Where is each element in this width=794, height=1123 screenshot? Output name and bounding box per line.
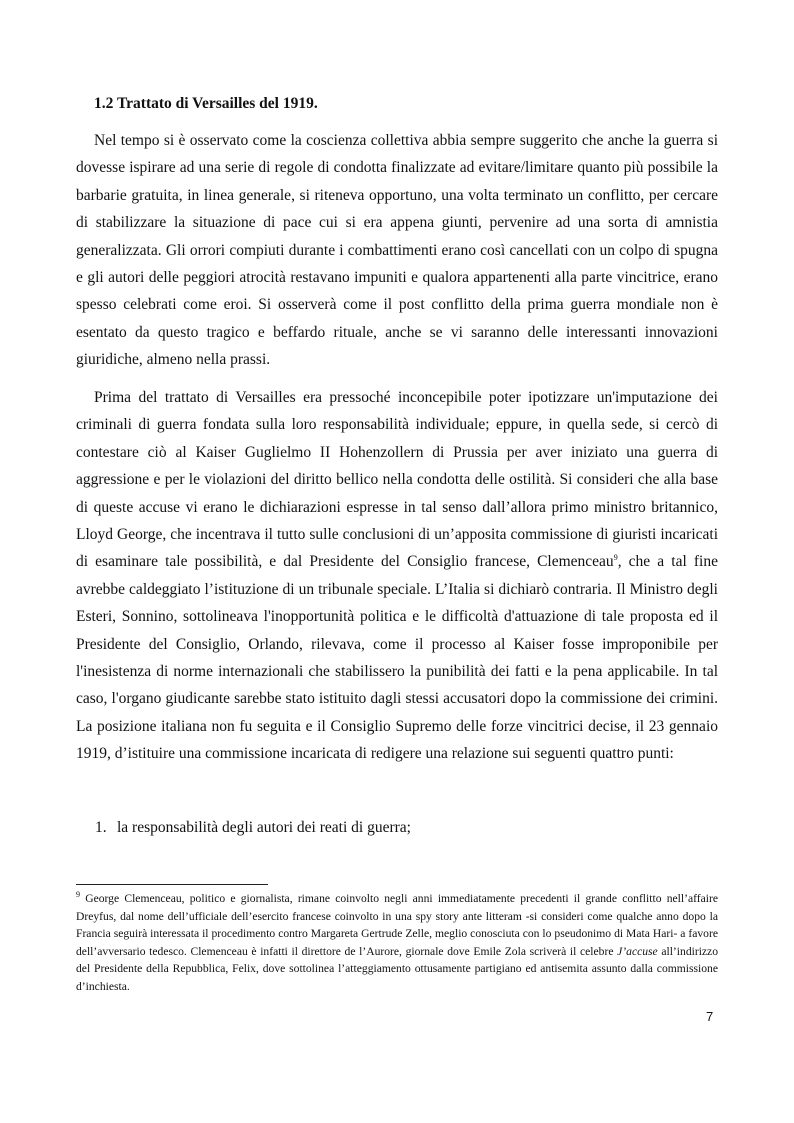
list-item-text: la responsabilità degli autori dei reati di guerra;	[117, 819, 411, 836]
footnote-italic-title: J’accuse	[617, 944, 658, 958]
paragraph-versailles	[76, 384, 718, 768]
footnote-number: 9	[76, 890, 80, 900]
footnote-divider	[76, 884, 268, 885]
footnote-text-2: all’indirizzo del Presidente della Repubblica, Felix, dove sottolinea l’atteggiamento ottusamente partigiano ed antisemita assunto dalla commissione d’inchiesta.	[76, 944, 719, 993]
page-number: 7	[706, 1009, 714, 1024]
list-item	[95, 814, 411, 841]
paragraph-versailles-text-1: Prima del trattato di Versailles era pressoché inconcepibile poter ipotizzare un'imputazione dei criminali di guerra fondata sulla loro responsabilità individuale; eppure, in quella sede, si cercò di contestare ciò al Kaiser Guglielmo II Hohenzollern di Prussia per aver iniziato una guerra di aggressione e per le violazioni del diritto bellico nella condotta delle ostilità. Si consideri che alla base di queste accuse vi erano le dichiarazioni espresse in tal senso dall’allora primo ministro britannico, Lloyd George, che incentrava il tutto sulle conclusioni di un’apposita commissione di giuristi incaricati di esaminare tale possibilità, e dal Presidente del Consiglio francese, Clemenceau	[76, 389, 718, 571]
paragraph-versailles-text-2: , che a tal fine avrebbe caldeggiato l’istituzione di un tribunale speciale. L’Italia si dichiarò contraria. Il Ministro degli Esteri, Sonnino, sottolineava l'inopportunità politica e le difficoltà d'attuazione di tale proposta ed il Presidente del Consiglio, Orlando, rilevava, come il processo al Kaiser fosse improponibile per l'inesistenza di norme internazionali che stabilissero la punibilità dei fatti e la pena applicabile. In tal caso, l'organo giudicante sarebbe stato istituito dagli stessi accusatori dopo la commissione dei crimini. La posizione italiana non fu seguita e il Consiglio Supremo delle forze vincitrici decise, il 23 gennaio 1919, d’istituire una commissione incaricata di redigere una relazione sui seguenti quattro punti:	[76, 553, 718, 763]
section-heading: 1.2 Trattato di Versailles del 1919.	[94, 95, 318, 112]
footnote-reference: 9	[613, 553, 618, 563]
footnote	[76, 890, 718, 996]
footnote-text-1: George Clemenceau, politico e giornalista, rimane coinvolto negli anni immediatamente precedenti il grande conflitto nell’affaire Dreyfus, dal nome dell’ufficiale dell’esercito francese coinvolto in una spy story ante litteram -si consideri come qualche anno dopo la Francia seguirà interessata il procedimento contro Margareta Gertrude Zelle, meglio conosciuta con lo pseudonimo di Mata Hari- a favore dell’avversario tedesco. Clemenceau è infatti il direttore de l’Aurore, giornale dove Emile Zola scriverà il celebre	[76, 892, 718, 958]
paragraph-intro: Nel tempo si è osservato come la coscienza collettiva abbia sempre suggerito che anche la guerra si dovesse ispirare ad una serie di regole di condotta finalizzate ad evitare/limitare quanto più possibile la barbarie gratuita, in linea generale, si riteneva opportuno, una volta terminato un conflitto, per cercare di stabilizzare la situazione di pace cui si era appena giunti, pervenire ad una sorta di amnistia generalizzata. Gli orrori compiuti durante i combattimenti erano così cancellati con un colpo di spugna e gli autori delle peggiori atrocità restavano impuniti e qualora appartenenti alla parte vincitrice, erano spesso celebrati come eroi. Si osserverà come il post conflitto della prima guerra mondiale non è esentato da questo tragico e beffardo rituale, anche se vi saranno delle interessanti innovazioni giuridiche, almeno nella prassi.	[76, 132, 718, 369]
list-item-number: 1.	[95, 819, 107, 836]
